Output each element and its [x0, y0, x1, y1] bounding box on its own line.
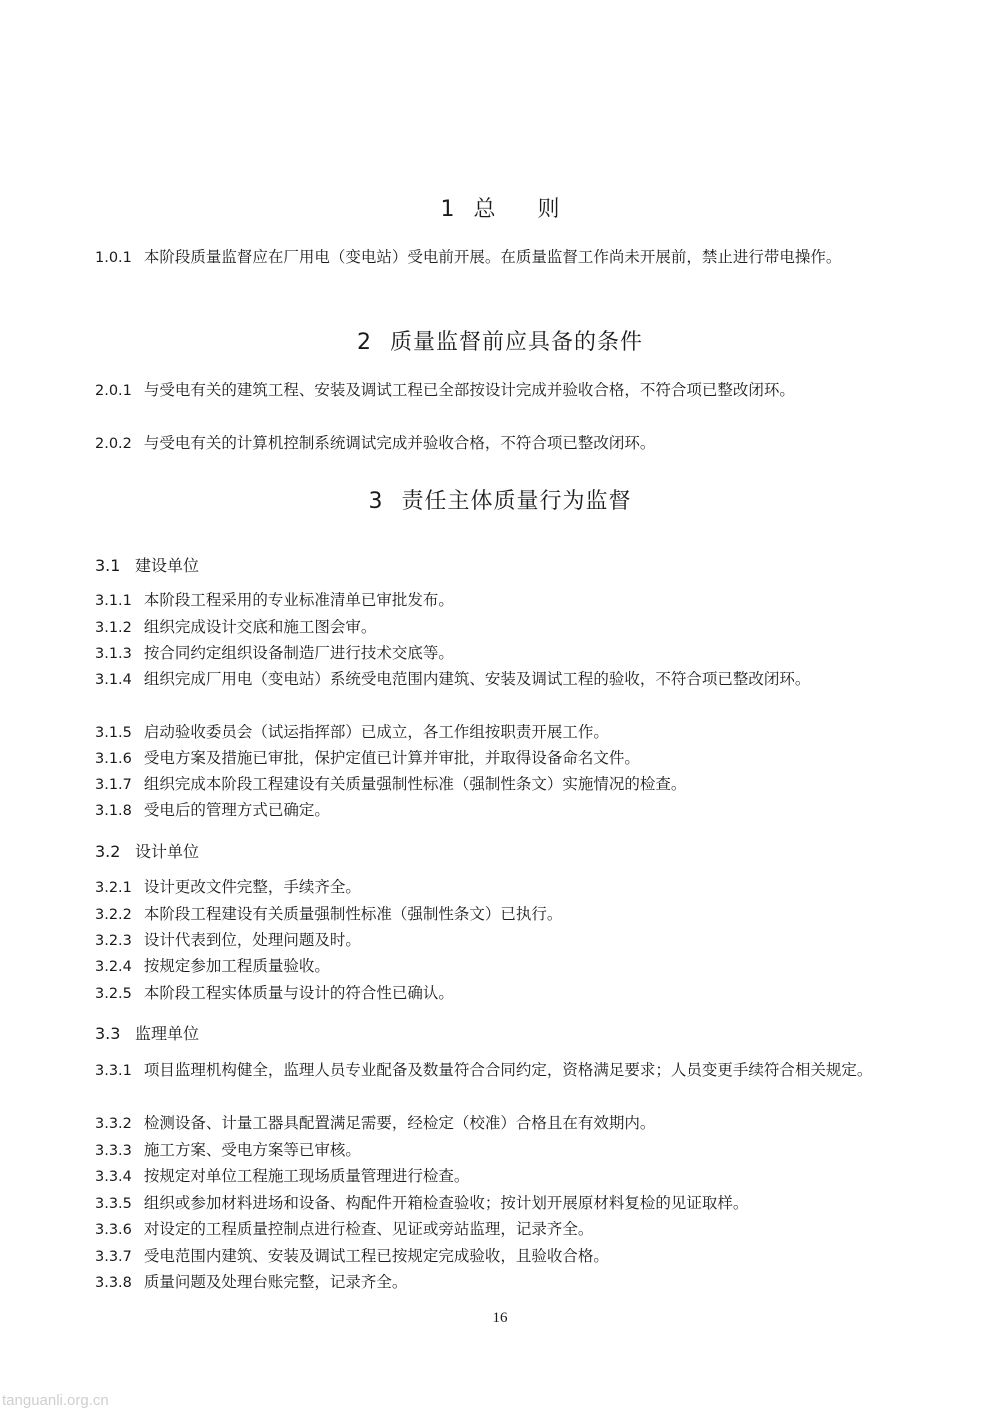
clause-3-1-2	[95, 614, 895, 642]
clause-3-1-4	[95, 666, 895, 694]
clause-number: 1.0.1	[95, 250, 132, 266]
clause-3-1-3	[95, 640, 895, 668]
section-1-title	[0, 192, 1000, 223]
watermark: tanguanli.org.cn	[2, 1392, 109, 1409]
clause-text: 组织或参加材料进场和设备、构配件开箱检查验收；按计划开展原材料复检的见证取样。	[143, 1194, 749, 1212]
clause-number: 3.2.3	[95, 933, 132, 949]
subsection-3-3-heading	[95, 1021, 199, 1044]
clause-number: 3.3.1	[95, 1063, 132, 1079]
clause-3-3-6	[95, 1216, 895, 1244]
clause-3-3-1	[95, 1057, 895, 1085]
clause-text: 施工方案、受电方案等已审核。	[143, 1141, 361, 1159]
clause-3-3-3	[95, 1137, 895, 1165]
clause-3-3-5	[95, 1190, 895, 1218]
clause-number: 3.2.5	[95, 986, 132, 1002]
clause-text: 设计代表到位，处理问题及时。	[143, 931, 361, 949]
clause-3-1-8	[95, 797, 895, 825]
clause-3-3-8	[95, 1269, 895, 1297]
clause-text: 启动验收委员会（试运指挥部）已成立，各工作组按职责开展工作。	[143, 723, 609, 741]
clause-text: 与受电有关的计算机控制系统调试完成并验收合格，不符合项已整改闭环。	[143, 434, 656, 452]
clause-text: 与受电有关的建筑工程、安装及调试工程已全部按设计完成并验收合格，不符合项已整改闭环。	[143, 381, 795, 399]
clause-number: 3.3.2	[95, 1116, 132, 1132]
clause-3-1-1	[95, 587, 895, 615]
section-number: 3	[368, 489, 384, 514]
clause-text: 本阶段工程实体质量与设计的符合性已确认。	[143, 984, 454, 1002]
clause-number: 3.1.4	[95, 672, 132, 688]
clause-number: 3.1.7	[95, 777, 132, 793]
clause-number: 3.2.2	[95, 907, 132, 923]
subsection-title: 建设单位	[135, 556, 200, 575]
clause-number: 2.0.2	[95, 436, 132, 452]
section-number: 2	[356, 330, 372, 355]
clause-3-3-4	[95, 1163, 895, 1191]
clause-3-2-2	[95, 901, 895, 929]
clause-number: 3.1.1	[95, 593, 132, 609]
clause-text: 受电方案及措施已审批，保护定值已计算并审批，并取得设备命名文件。	[143, 749, 640, 767]
page-number: 16	[492, 1310, 508, 1326]
clause-text: 对设定的工程质量控制点进行检查、见证或旁站监理，记录齐全。	[143, 1220, 594, 1238]
clause-2-0-1	[95, 377, 895, 405]
clause-3-3-2	[95, 1110, 895, 1138]
clause-text: 受电后的管理方式已确定。	[143, 801, 330, 819]
subsection-3-1-heading	[95, 553, 199, 576]
clause-text: 检测设备、计量工器具配置满足需要，经检定（校准）合格且在有效期内。	[143, 1114, 656, 1132]
section-3-title	[0, 484, 1000, 515]
subsection-number: 3.2	[95, 842, 121, 861]
clause-3-2-5	[95, 980, 895, 1008]
subsection-number: 3.1	[95, 556, 121, 575]
clause-text: 设计更改文件完整，手续齐全。	[143, 878, 361, 896]
subsection-title: 监理单位	[135, 1024, 200, 1043]
section-2-title	[0, 325, 1000, 356]
clause-3-1-5	[95, 719, 895, 747]
clause-number: 3.3.3	[95, 1143, 132, 1159]
clause-3-2-4	[95, 953, 895, 981]
clause-number: 3.1.5	[95, 725, 132, 741]
clause-text: 本阶段工程采用的专业标准清单已审批发布。	[143, 591, 454, 609]
section-title-text: 质量监督前应具备的条件	[389, 330, 643, 355]
clause-number: 3.3.4	[95, 1169, 132, 1185]
clause-number: 3.1.6	[95, 751, 132, 767]
section-title-text: 总则	[473, 197, 602, 222]
clause-3-3-7	[95, 1243, 895, 1271]
clause-number: 3.1.3	[95, 646, 132, 662]
subsection-number: 3.3	[95, 1024, 121, 1043]
clause-number: 3.1.8	[95, 803, 132, 819]
subsection-3-2-heading	[95, 839, 199, 862]
clause-text: 组织完成厂用电（变电站）系统受电范围内建筑、安装及调试工程的验收，不符合项已整改闭环。	[143, 670, 811, 688]
clause-1-0-1	[95, 244, 895, 272]
clause-text: 本阶段工程建设有关质量强制性标准（强制性条文）已执行。	[143, 905, 563, 923]
clause-number: 3.3.7	[95, 1249, 132, 1265]
clause-text: 质量问题及处理台账完整，记录齐全。	[143, 1273, 408, 1291]
clause-3-1-6	[95, 745, 895, 773]
clause-number: 3.2.1	[95, 880, 132, 896]
clause-number: 3.2.4	[95, 959, 132, 975]
clause-text: 按合同约定组织设备制造厂进行技术交底等。	[143, 644, 454, 662]
section-title-text: 责任主体质量行为监督	[401, 489, 632, 514]
subsection-title: 设计单位	[135, 842, 200, 861]
section-number: 1	[440, 197, 456, 222]
clause-text: 受电范围内建筑、安装及调试工程已按规定完成验收，且验收合格。	[143, 1247, 609, 1265]
clause-text: 项目监理机构健全，监理人员专业配备及数量符合合同约定，资格满足要求；人员变更手续符合相关规定。	[143, 1061, 873, 1079]
clause-3-2-1	[95, 874, 895, 902]
clause-3-2-3	[95, 927, 895, 955]
clause-number: 3.3.8	[95, 1275, 132, 1291]
clause-number: 2.0.1	[95, 383, 132, 399]
clause-text: 本阶段质量监督应在厂用电（变电站）受电前开展。在质量监督工作尚未开展前，禁止进行带电操作。	[143, 248, 842, 266]
clause-number: 3.1.2	[95, 620, 132, 636]
clause-text: 组织完成设计交底和施工图会审。	[143, 618, 377, 636]
clause-text: 按规定参加工程质量验收。	[143, 957, 330, 975]
clause-2-0-2	[95, 430, 895, 458]
clause-3-1-7	[95, 771, 895, 799]
clause-number: 3.3.5	[95, 1196, 132, 1212]
clause-text: 按规定对单位工程施工现场质量管理进行检查。	[143, 1167, 470, 1185]
clause-number: 3.3.6	[95, 1222, 132, 1238]
clause-text: 组织完成本阶段工程建设有关质量强制性标准（强制性条文）实施情况的检查。	[143, 775, 687, 793]
